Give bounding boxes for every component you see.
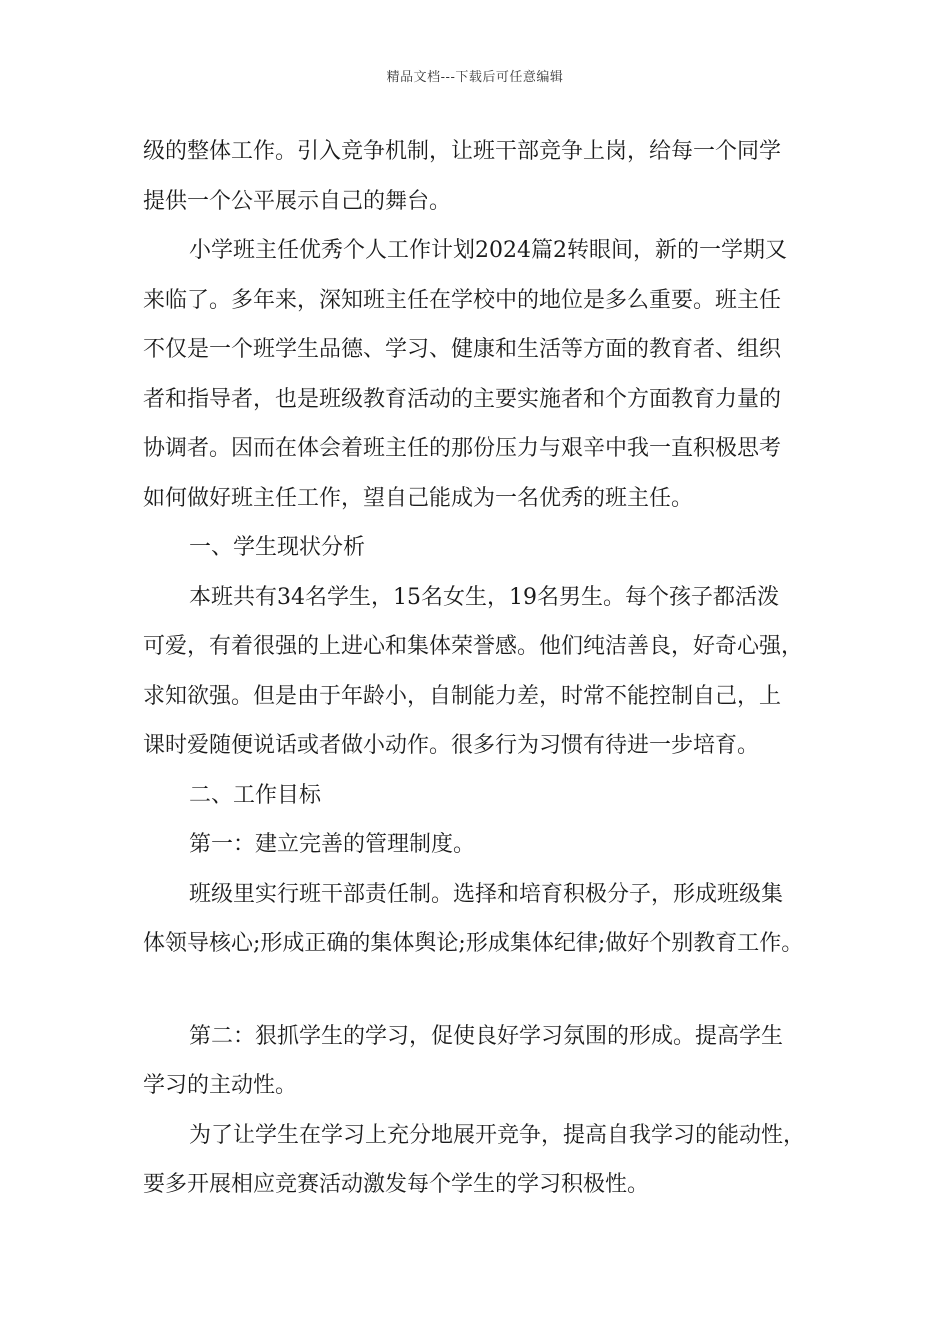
text-line: 小学班主任优秀个人工作计划2024篇2转眼间，新的一学期又 [189, 238, 787, 263]
page-header: 精品文档---下载后可任意编辑 [386, 70, 564, 85]
text-line: 不仅是一个班学生品德、学习、健康和生活等方面的教育者、组织 [143, 337, 782, 362]
text-line: 学习的主动性。 [143, 1073, 298, 1098]
text-line: 要多开展相应竞赛活动激发每个学生的学习积极性。 [143, 1172, 650, 1197]
text-line: 班级里实行班干部责任制。选择和培育积极分子，形成班级集 [189, 881, 784, 907]
document-body [143, 127, 823, 1210]
subsection-heading: 第一：建立完善的管理制度。 [189, 832, 476, 857]
text-line: 体领导核心;形成正确的集体舆论;形成集体纪律;做好个别教育工作。 [143, 931, 804, 956]
section-heading: 二、工作目标 [189, 782, 322, 808]
text-line: 求知欲强。但是由于年龄小，自制能力差，时常不能控制自己，上 [143, 683, 782, 709]
text-line: 来临了。多年来，深知班主任在学校中的地位是多么重要。班主任 [143, 287, 782, 313]
text-line: 可爱，有着很强的上进心和集体荣誉感。他们纯洁善良，好奇心强， [143, 634, 804, 659]
subsection-heading: 第二：狠抓学生的学习，促使良好学习氛围的形成。提高学生 [189, 1023, 784, 1049]
text-line: 者和指导者，也是班级教育活动的主要实施者和个方面教育力量的 [143, 386, 782, 412]
text-line: 协调者。因而在体会着班主任的那份压力与艰辛中我一直积极思考 [143, 436, 782, 461]
text-line: 课时爱随便说话或者做小动作。很多行为习惯有待进一步培育。 [143, 733, 760, 758]
text-line: 为了让学生在学习上充分地展开竞争，提高自我学习的能动性， [189, 1122, 806, 1148]
paragraph-gap [143, 969, 823, 1012]
text-line: 级的整体工作。引入竞争机制，让班干部竞争上岗，给每一个同学 [143, 139, 782, 164]
text-line: 提供一个公平展示自己的舞台。 [143, 188, 452, 214]
text-line: 如何做好班主任工作，望自己能成为一名优秀的班主任。 [143, 485, 694, 511]
section-heading: 一、学生现状分析 [189, 535, 366, 560]
text-line: 本班共有34名学生，15名女生，19名男生。每个孩子都活泼 [189, 584, 779, 610]
